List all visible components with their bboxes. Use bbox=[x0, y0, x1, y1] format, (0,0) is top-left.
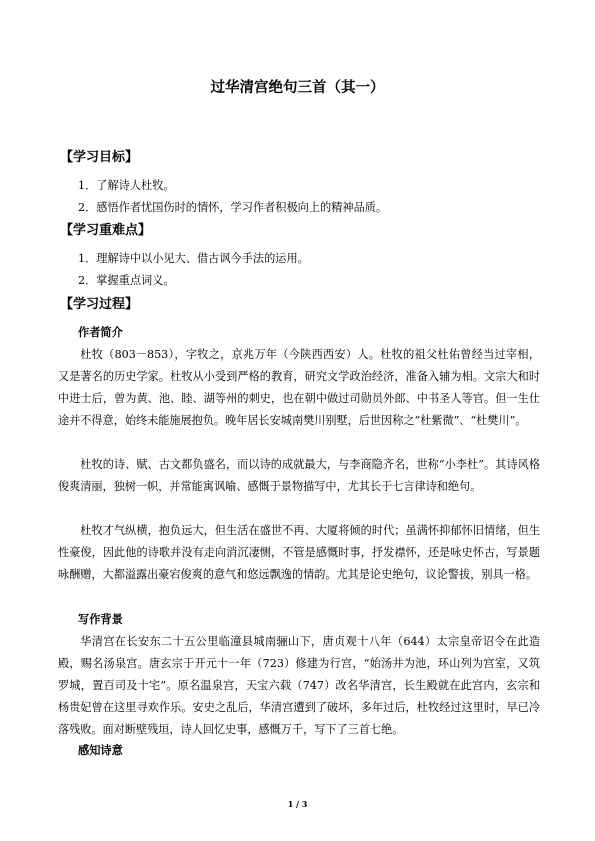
author-paragraph: 杜牧才气纵横，抱负远大，但生活在盛世不再、大厦将倾的时代；虽满怀抑郁怀旧情绪，但生性豪俊，因此他的诗歌并没有走向消沉凄恻，不管是感慨时事，抒发襟怀，还是咏史怀古，写景题咏酬赠，大都溢露出豪宕俊爽的意气和悠远飘逸的情韵。尤其是论史绝句，议论警拔，别具一格。 bbox=[58, 524, 540, 582]
section-heading-process: 【学习过程】 bbox=[60, 297, 139, 312]
subheading-perception: 感知诗意 bbox=[78, 744, 123, 757]
goal-item: 2．感悟作者忧国伤时的情怀，学习作者积极向上的精神品质。 bbox=[78, 201, 388, 214]
goal-item: 1．了解诗人杜牧。 bbox=[78, 179, 175, 192]
page-title: 过华清宫绝句三首（其一） bbox=[210, 80, 385, 96]
keypoint-item: 2．掌握重点词义。 bbox=[78, 274, 175, 287]
background-paragraph: 华清宫在长安东二十五公里临潼县城南骊山下，唐贞观十八年（644）太宗皇帝诏令在此造殿，赐名汤泉宫。唐玄宗于开元十一年（723）修建为行宫，“始汤井为池，环山列为宫室，又筑罗城，置百司及十宅”。原名温泉宫，天宝六载（747）改名华清宫，长生殿就在此宫内，玄宗和杨贵妃曾在这里寻欢作乐。安史之乱后，华清宫遭到了破坏，多年过后，杜牧经过这里时，早已冷落残败。面对断壁残垣，诗人回忆史事，感慨万千，写下了三首七绝。 bbox=[58, 635, 540, 737]
section-heading-goals: 【学习目标】 bbox=[60, 150, 139, 165]
keypoint-item: 1．理解诗中以小见大、借古讽今手法的运用。 bbox=[78, 252, 309, 265]
section-heading-keypoints: 【学习重难点】 bbox=[60, 223, 152, 238]
page-number: 1 / 3 bbox=[287, 799, 308, 809]
subheading-author: 作者简介 bbox=[78, 326, 123, 339]
subheading-background: 写作背景 bbox=[78, 613, 123, 626]
author-paragraph: 杜牧的诗、赋、古文都负盛名，而以诗的成就最大，与李商隐齐名，世称“小李杜”。其诗风格俊爽清丽，独树一帜，并常能寓讽喻、感慨于景物描写中，尤其长于七言律诗和绝句。 bbox=[58, 458, 540, 494]
author-paragraph: 杜牧（803－853），字牧之，京兆万年（今陕西西安）人。杜牧的祖父杜佑曾经当过宰相，又是著名的历史学家。杜牧从小受到严格的教育，研究文学政治经济，准备入辅为相。文宗大和时中进士后，曾为黄、池、睦、湖等州的刺史，也在朝中做过司勋员外郎、中书圣人等官。但一生仕途并不得意，始终未能施展抱负。晚年居长安城南樊川别墅，后世因称之“杜紫微”、“杜樊川”。 bbox=[58, 348, 540, 428]
